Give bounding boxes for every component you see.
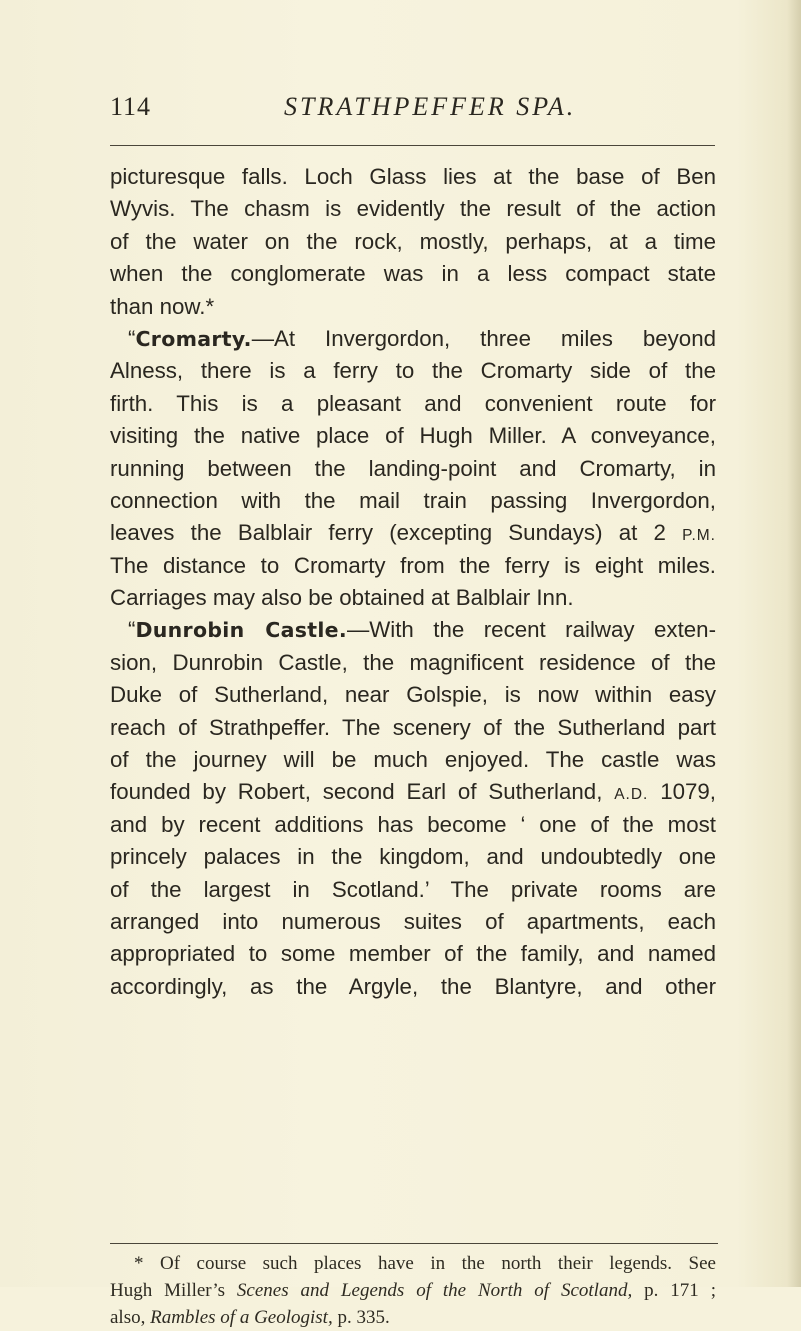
text-line: and by recent additions has become ‘ one of the most — [110, 811, 716, 837]
text-line: accordingly, as the Argyle, the Blantyre, and other — [110, 973, 716, 999]
book-title-italic: Scenes and Legends of the North of Scotland, — [236, 1280, 633, 1301]
section-heading-cromarty: Cromarty. — [135, 326, 252, 351]
text-line: Duke of Sutherland, near Golspie, is now within easy — [110, 682, 716, 708]
page-number: 114 — [110, 92, 152, 121]
text-line — [110, 517, 716, 549]
small-caps-era: A.D. — [614, 786, 649, 804]
page-edge-shadow — [787, 0, 801, 1287]
text-line: appropriated to some member of the family, and named — [110, 941, 716, 967]
open-quote: “ — [128, 617, 136, 643]
text-line: The distance to Cromarty from the ferry is eight miles. — [110, 552, 716, 578]
text-line: of the water on the rock, mostly, perhaps, at a time — [110, 228, 716, 254]
footnote-rule — [110, 1243, 718, 1244]
text-fragment: —With the recent railway exten- — [346, 617, 716, 643]
text-fragment: also, — [110, 1307, 151, 1328]
text-fragment: founded by Robert, second Earl of Sutherland, — [110, 779, 615, 805]
section-heading-dunrobin: Dunrobin Castle. — [135, 618, 347, 643]
text-line: picturesque falls. Loch Glass lies at the base of Ben — [110, 164, 716, 189]
text-fragment: Hugh Miller’s — [110, 1280, 237, 1301]
text-line: when the conglomerate was in a less compact state — [110, 261, 716, 287]
text-line: than now.* — [110, 293, 215, 319]
text-line: Wyvis. The chasm is evidently the result of the action — [110, 196, 716, 222]
text-line: of the largest in Scotland.’ The private rooms are — [110, 876, 716, 902]
open-quote: “ — [128, 325, 136, 351]
text-line: of the journey will be much enjoyed. The castle was — [110, 747, 716, 773]
footnote-line: * Of course such places have in the north their legends. See — [134, 1253, 716, 1274]
text-line — [110, 776, 716, 808]
small-caps-time: P.M. — [682, 527, 716, 545]
text-line: reach of Strathpeffer. The scenery of the Sutherland part — [110, 714, 716, 740]
text-line: firth. This is a pleasant and convenient route for — [110, 390, 716, 416]
paragraph-heading-line — [110, 323, 716, 355]
paragraph-heading-line — [110, 614, 716, 646]
footnote — [110, 1250, 716, 1331]
footnote-line — [110, 1277, 716, 1304]
header-rule — [110, 145, 715, 146]
text-line: Alness, there is a ferry to the Cromarty side of the — [110, 358, 716, 384]
text-fragment: 1079, — [648, 779, 716, 805]
text-line: running between the landing-point and Cromarty, in — [110, 455, 716, 481]
text-fragment: —At Invergordon, three miles beyond — [251, 325, 716, 351]
text-fragment: p. 171 ; — [632, 1280, 716, 1301]
page-header — [110, 92, 715, 132]
text-line: Carriages may also be obtained at Balblair Inn. — [110, 585, 574, 611]
book-title-italic: Rambles of a Geologist, — [150, 1307, 333, 1328]
text-fragment: p. 335. — [332, 1307, 390, 1328]
footnote-line — [110, 1304, 716, 1331]
text-line: connection with the mail train passing Invergordon, — [110, 487, 716, 513]
body-text — [110, 161, 716, 1003]
text-fragment: leaves the Balblair ferry (excepting Sundays) at 2 — [110, 520, 683, 546]
running-head: STRATHPEFFER SPA. — [284, 92, 577, 121]
text-line: princely palaces in the kingdom, and undoubtedly one — [110, 844, 716, 870]
text-line: visiting the native place of Hugh Miller. A conveyance, — [110, 423, 716, 449]
text-line: sion, Dunrobin Castle, the magnificent residence of the — [110, 649, 716, 675]
text-line: arranged into numerous suites of apartments, each — [110, 908, 716, 934]
